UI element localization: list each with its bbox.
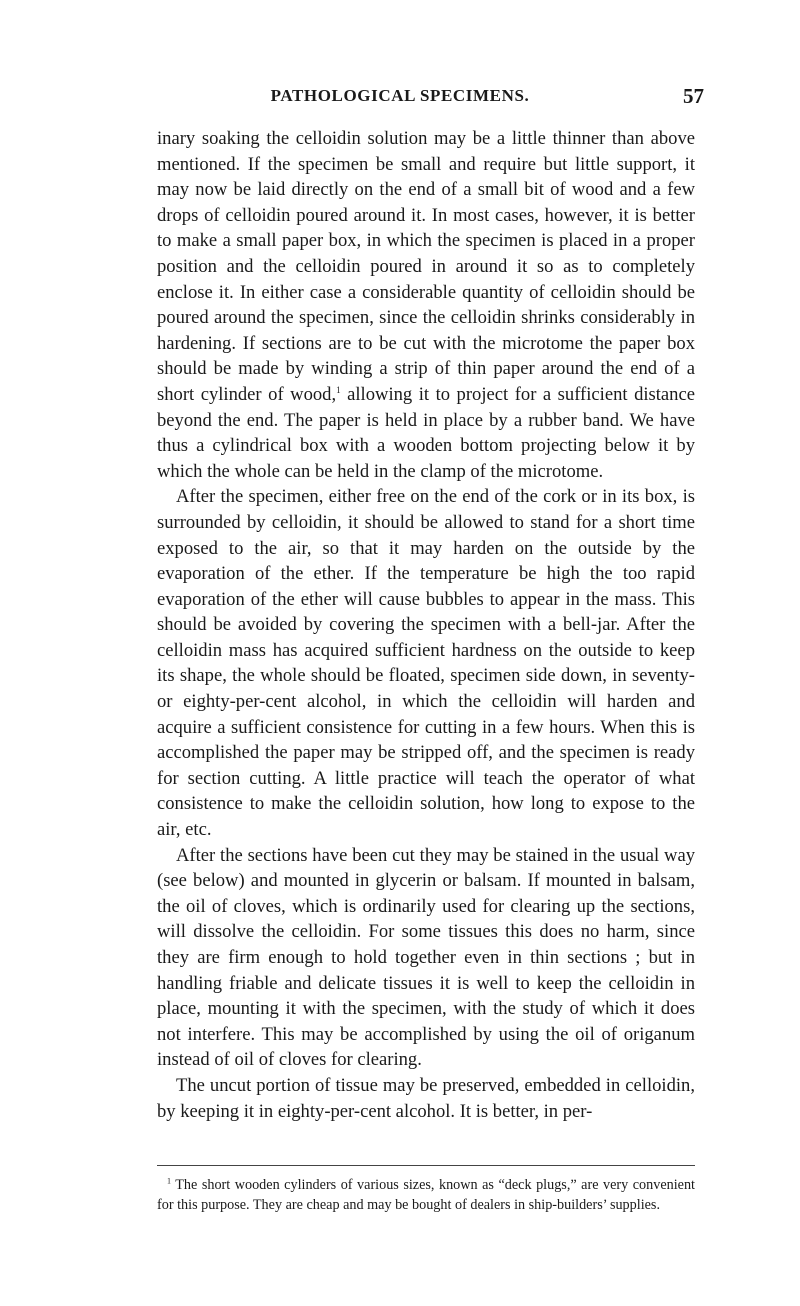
page-number: 57 (683, 84, 704, 108)
footnote-divider (157, 1165, 695, 1166)
running-title: PATHOLOGICAL SPECIMENS. (270, 86, 530, 105)
paragraph-text: inary soaking the celloidin solution may be a little thinner than above mentioned. If the specimen be small and require but little support, it may now be laid directly on the end of a small bit of wood and a few drops of celloidin poured around it. In most cases, however, it is better to make a small paper box, in which the specimen is placed in a proper position and the celloidin poured in around it so as to completely enclose it. In either case a considerable quantity of celloidin should be poured around the specimen, since the celloidin shrinks considerably in hardening. If sections are to be cut with the microtome the paper box should be made by winding a strip of thin paper around the end of a short cylinder of wood, (157, 128, 695, 405)
paragraph: After the sections have been cut they may be stained in the usual way (see below) and mounted in glycerin or balsam. If mounted in balsam, the oil of cloves, which is ordinarily used for clearing up the sections, will dissolve the celloidin. For some tissues this does no harm, since they are firm enough to hold together even in thin sections ; but in handling friable and delicate tissues it is well to keep the celloidin in place, mounting it with the specimen, with the study of which it does not interfere. This may be accomplished by using the oil of origanum instead of oil of cloves for clearing. (157, 844, 695, 1071)
running-head (0, 86, 800, 116)
footnote (157, 1175, 695, 1215)
body-text (157, 126, 695, 1124)
paragraph (157, 126, 695, 484)
paragraph-text: allowing it to project for a sufficient distance beyond the end. The paper is held in place by a rubber band. We have thus a cylindrical box with a wooden bottom projecting below it by which the whole can be held in the clamp of the microtome. (157, 383, 695, 482)
footnote-text: The short wooden cylinders of various sizes, known as “deck plugs,” are very convenient for this purpose. They are cheap and may be bought of dealers in ship-builders’ supplies. (157, 1177, 695, 1213)
paragraph: After the specimen, either free on the end of the cork or in its box, is surrounded by celloidin, it should be allowed to stand for a short time exposed to the air, so that it may harden on the outside by the evaporation of the ether. If the temperature be high the too rapid evaporation of the ether will cause bubbles to appear in the mass. This should be avoided by covering the specimen with a bell-jar. After the celloidin mass has acquired sufficient hardness on the outside to keep its shape, the whole should be floated, specimen side down, in seventy- or eighty-per-cent alcohol, in which the celloidin will harden and acquire a sufficient consistence for cutting in a few hours. When this is accomplished the paper may be stripped off, and the specimen is ready for section cutting. A little practice will teach the operator of what consistence to make the celloidin solution, how long to expose to the air, etc. (157, 486, 695, 841)
footnote-reference: 1 (336, 384, 341, 395)
footnote-mark: 1 (167, 1176, 171, 1186)
paragraph: The uncut portion of tissue may be preserved, embedded in celloidin, by keeping it in eighty-per-cent alcohol. It is better, in per- (157, 1074, 695, 1122)
